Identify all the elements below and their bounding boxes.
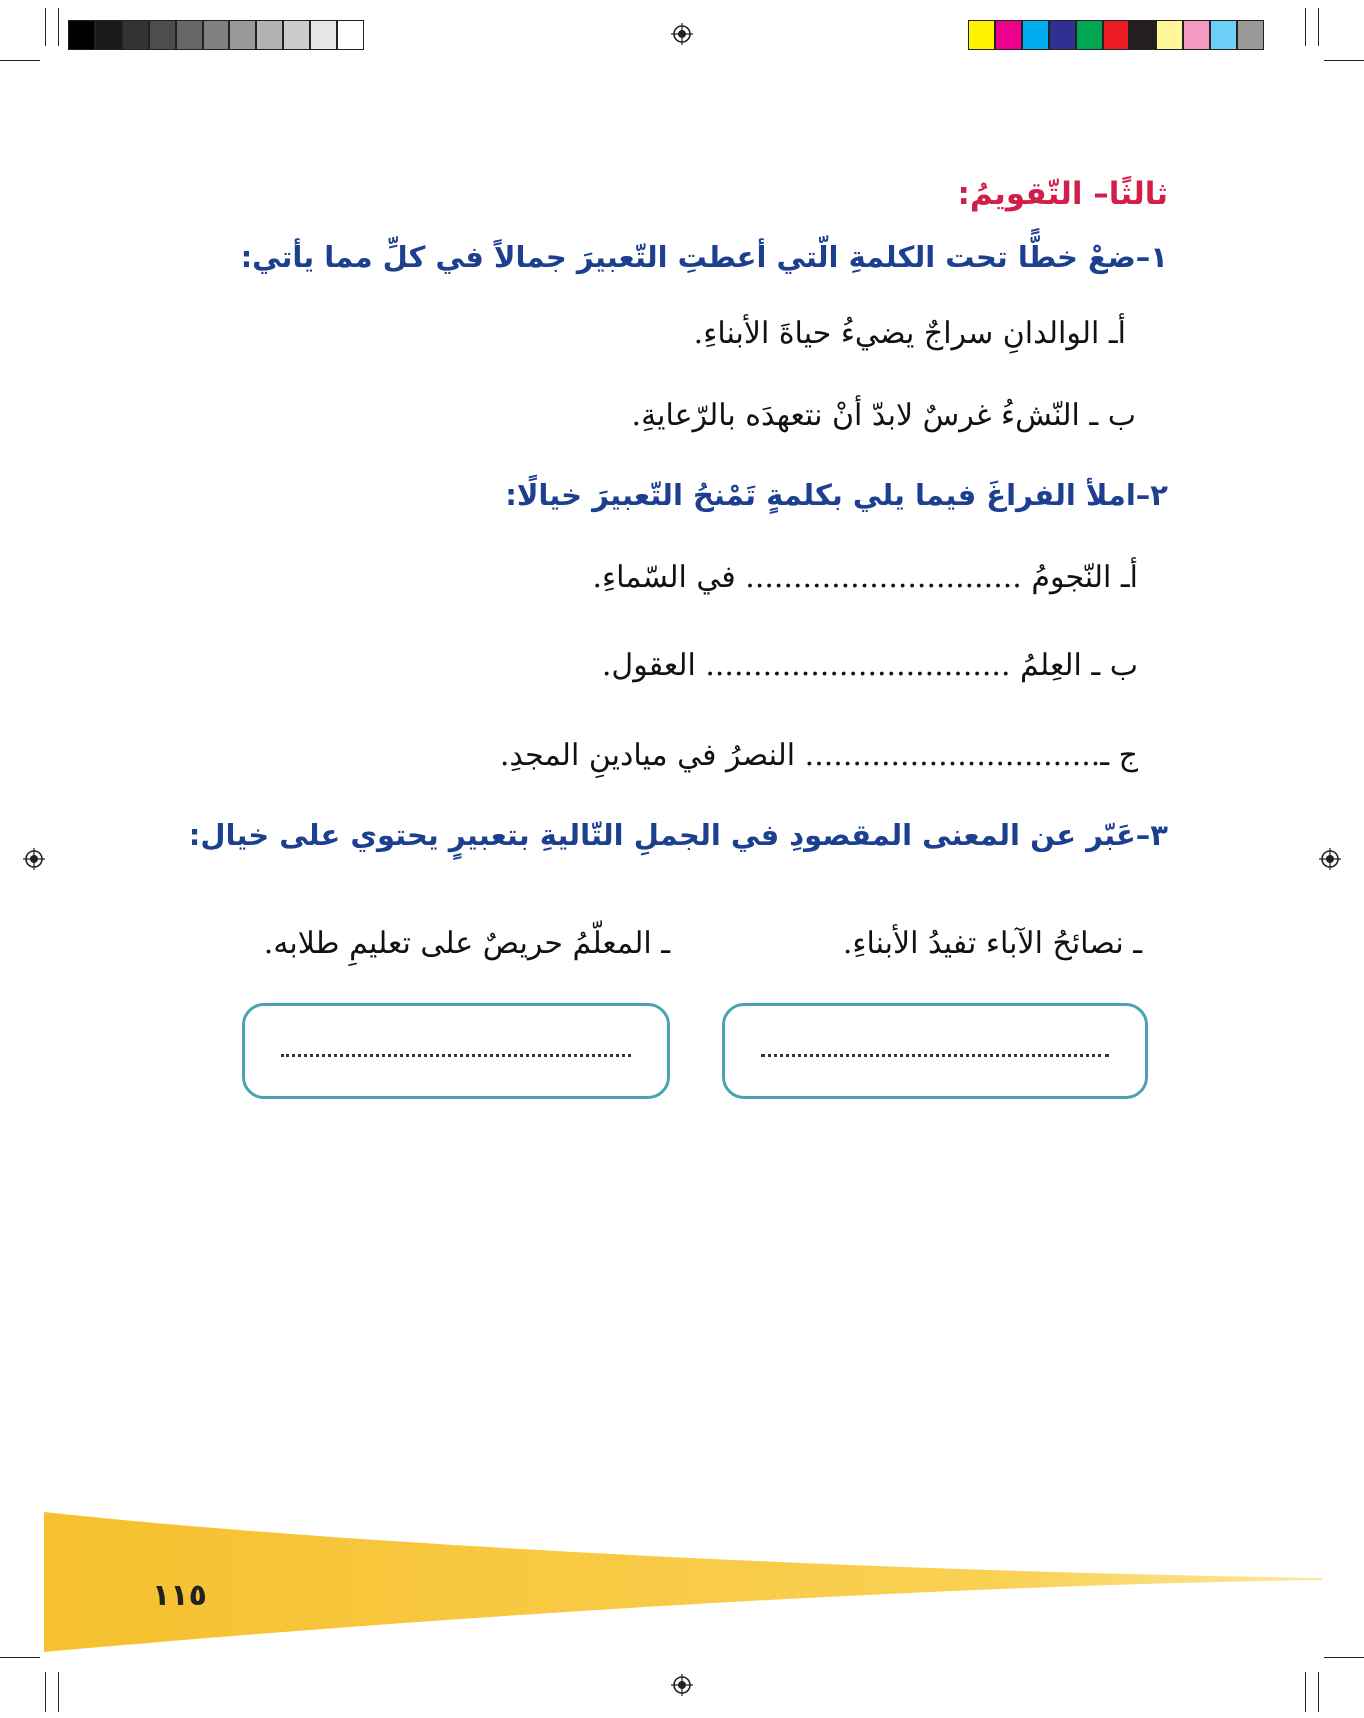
- color-swatch: [283, 20, 310, 50]
- question-3-sentence-2: ـ المعلّمُ حريصٌ على تعليمِ طلابه.: [263, 926, 670, 961]
- process-color-bar: [968, 20, 1264, 50]
- color-swatch: [1076, 20, 1103, 50]
- color-swatch: [337, 20, 364, 50]
- crop-mark-top-right-h: [1324, 60, 1364, 61]
- color-swatch: [203, 20, 230, 50]
- registration-mark-icon: [1319, 848, 1341, 870]
- question-1-item-b: ب ـ النّشءُ غرسٌ لابدّ أنْ نتعهدَه بالرّعايةِ.: [631, 398, 1136, 433]
- grayscale-color-bar: [68, 20, 364, 50]
- color-swatch: [176, 20, 203, 50]
- answer-dotted-line: [761, 1054, 1109, 1057]
- registration-mark-icon: [671, 23, 693, 45]
- color-swatch: [968, 20, 995, 50]
- color-swatch: [122, 20, 149, 50]
- crop-mark-top-left-h: [0, 60, 40, 61]
- section-title: ثالثًا– التّقويمُ:: [957, 176, 1168, 212]
- crop-mark-top-left-v: [58, 8, 59, 46]
- color-swatch: [95, 20, 122, 50]
- color-swatch: [1022, 20, 1049, 50]
- question-3-sentence-1: ـ نصائحُ الآباء تفيدُ الأبناءِ.: [842, 926, 1142, 961]
- question-1: ١–ضعْ خطًّا تحت الكلمةِ الّتي أعطتِ التّعبيرَ جمالاً في كلِّ مما يأتي:: [240, 240, 1168, 274]
- color-swatch: [1183, 20, 1210, 50]
- question-2-item-c: ج ـ............................... النصرُ في ميادينِ المجدِ.: [499, 738, 1138, 773]
- color-swatch: [310, 20, 337, 50]
- crop-mark-top-right-v2: [1318, 8, 1319, 46]
- color-swatch: [1103, 20, 1130, 50]
- question-3: ٣–عَبّر عن المعنى المقصودِ في الجملِ التّاليةِ بتعبيرٍ يحتوي على خيال:: [188, 818, 1168, 852]
- color-swatch: [1129, 20, 1156, 50]
- question-2: ٢–املأ الفراغَ فيما يلي بكلمةٍ تَمْنحُ التّعبيرَ خيالًا:: [505, 478, 1168, 512]
- color-swatch: [256, 20, 283, 50]
- color-swatch: [149, 20, 176, 50]
- crop-mark-top-right-v: [1305, 8, 1306, 46]
- registration-mark-icon: [23, 848, 45, 870]
- answer-box-right[interactable]: [722, 1003, 1148, 1099]
- color-swatch: [229, 20, 256, 50]
- answer-box-left[interactable]: [242, 1003, 670, 1099]
- question-2-item-b: ب ـ العِلمُ ................................ العقول.: [601, 648, 1138, 683]
- color-swatch: [995, 20, 1022, 50]
- crop-mark-top-left-v2: [45, 8, 46, 46]
- color-swatch: [1156, 20, 1183, 50]
- color-swatch: [1210, 20, 1237, 50]
- color-swatch: [1237, 20, 1264, 50]
- color-swatch: [68, 20, 95, 50]
- question-1-item-a: أـ الوالدانِ سراجٌ يضيءُ حياةَ الأبناءِ.: [693, 316, 1126, 351]
- color-swatch: [1049, 20, 1076, 50]
- page-number: ١١٥: [152, 1578, 207, 1613]
- question-2-item-a: أـ النّجومُ ............................. في السّماءِ.: [592, 560, 1138, 595]
- answer-dotted-line: [281, 1054, 631, 1057]
